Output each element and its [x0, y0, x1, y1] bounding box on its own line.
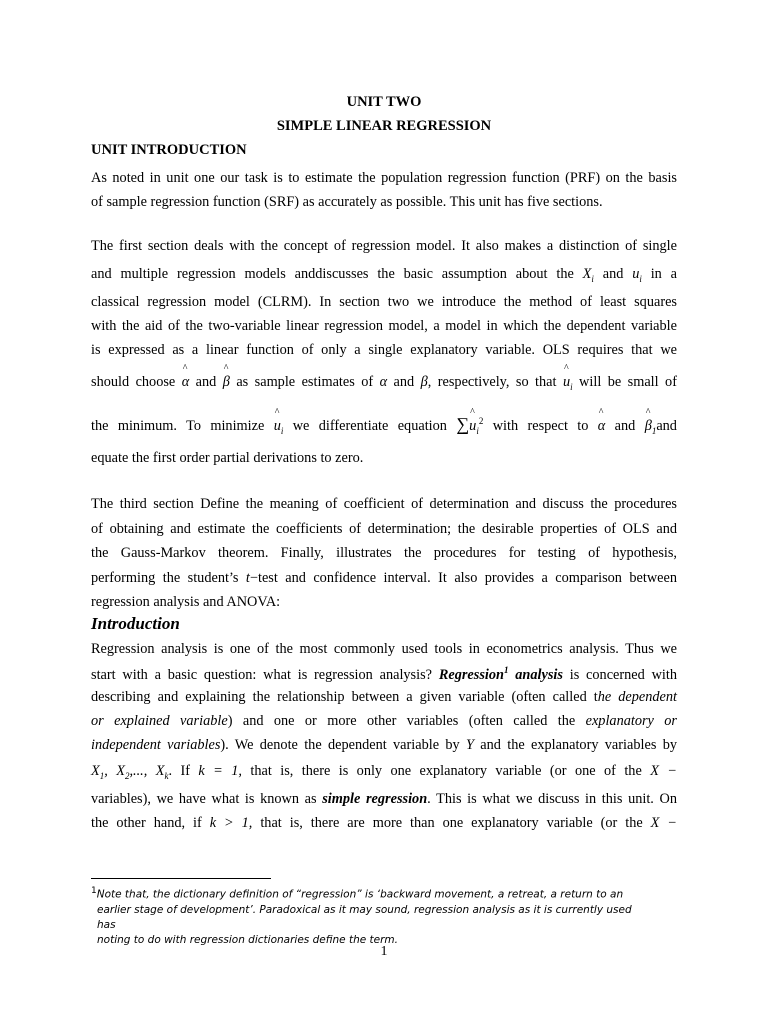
footnote-ref[interactable]: 1	[503, 665, 509, 675]
text-span: and	[393, 374, 415, 390]
text-span: should choose	[91, 374, 176, 390]
text-span: . If	[168, 763, 190, 779]
text-span: and	[614, 418, 636, 434]
text-span: and	[656, 418, 677, 434]
math-alpha: α	[379, 374, 388, 390]
text-line: the Gauss-Markov theorem. Finally, illustrates the procedures for testing of hypothesis,	[91, 545, 677, 561]
math-u-i: $u_i$	[632, 266, 642, 284]
text-line	[91, 815, 677, 839]
text-span: ). We denote the dependent variable by	[220, 737, 460, 753]
text-span: performing the student’s	[91, 569, 239, 586]
text-span: as sample estimates of	[236, 374, 374, 390]
math-x-list: $X_1$, $X_2$,..., $X_k$	[91, 763, 169, 781]
text-span: or explained variable	[91, 713, 228, 729]
simple-regression-term: simple regression	[322, 791, 428, 807]
text-span: that is, there are more than one explanatory variable (or the	[260, 815, 643, 831]
text-line: classical regression model (CLRM). In section two we introduce the method of least squares	[91, 294, 677, 310]
math-y: Y	[466, 737, 474, 753]
text-span: , respectively, so that	[427, 374, 557, 390]
text-line: equate the first order partial derivations to zero.	[91, 450, 364, 466]
text-line	[91, 665, 677, 689]
footnote-line	[91, 884, 651, 903]
math-sum-u-hat-squared: ∑^ $u_i^2$	[456, 418, 483, 434]
unit-subtitle: SIMPLE LINEAR REGRESSION	[276, 118, 492, 134]
text-span: variables), we have what is known as	[91, 791, 317, 807]
text-line: of sample regression function (SRF) as accurately as possible. This unit has five sections.	[91, 194, 603, 210]
footnote-divider	[91, 878, 271, 879]
math-beta-hat-1: ^ $\beta_1$	[645, 418, 657, 436]
text-line	[91, 689, 677, 713]
text-span: with respect to	[492, 418, 589, 434]
text-span: . This is what we discuss in this unit. On	[427, 791, 677, 807]
text-line: with the aid of the two-variable linear regression model, a model in which the dependent variable	[91, 318, 677, 334]
footnote-text: Note that, the dictionary definition of “regression” is ‘backward movement, a retreat, a return to an	[96, 888, 624, 901]
text-line	[91, 791, 677, 815]
math-beta-hat: ^ β	[223, 374, 230, 391]
text-span: independent variables	[91, 737, 221, 753]
text-line: The third section Define the meaning of coefficient of determination and discuss the procedures	[91, 496, 677, 512]
regression-term: Regression	[438, 666, 504, 683]
text-span: in a	[650, 266, 677, 282]
text-line	[91, 713, 677, 737]
text-span: and	[195, 374, 217, 390]
text-span: and multiple regression models anddiscusses the basic assumption about the	[91, 266, 574, 282]
text-line	[91, 374, 677, 414]
text-line	[91, 566, 677, 591]
text-span: that is, there is only one explanatory variable (or one of the	[250, 763, 642, 779]
footnote-line: earlier stage of development’. Paradoxical as it may sound, regression analysis as it is currently used has	[97, 903, 632, 931]
unit-title: UNIT TWO	[346, 94, 422, 110]
text-span: explanatory or	[585, 713, 677, 729]
text-span: ) and one or more other variables (often called the	[227, 713, 576, 729]
text-span: we differentiate equation	[292, 418, 447, 434]
text-span: he dependent	[597, 689, 677, 705]
footnote-line: noting to do with regression dictionaries define the term.	[97, 933, 398, 946]
paragraph-regression	[91, 641, 677, 839]
text-span: describing and explaining the relationship between a given variable (often called t	[91, 689, 598, 705]
math-alpha-hat: ^ α	[182, 374, 190, 391]
paragraph-sections	[91, 238, 677, 467]
text-span: −test and confidence interval. It also provides a comparison between	[249, 569, 677, 586]
math-x-i: $X_i$	[582, 266, 594, 284]
text-line	[91, 737, 677, 763]
introduction-heading: Introduction	[91, 614, 180, 633]
text-line: The first section deals with the concept of regression model. It also makes a distinction of single	[91, 238, 677, 254]
math-x-minus: X −	[650, 815, 677, 831]
paragraph-third-section	[91, 492, 677, 615]
text-span: analysis	[515, 666, 563, 683]
text-line	[91, 414, 677, 450]
text-span: is concerned with	[569, 666, 677, 683]
math-u-hat-i: ^ $u_i$	[274, 418, 284, 436]
text-span: will be small of	[579, 374, 677, 390]
text-line	[91, 763, 677, 791]
text-span: and	[602, 266, 624, 282]
page-number: 1	[380, 944, 388, 959]
text-span: the other hand, if	[91, 815, 202, 831]
math-t: t	[245, 569, 250, 586]
math-k-equals-1: k = 1,	[198, 763, 242, 779]
footnote	[91, 884, 651, 948]
math-k-greater-1: k > 1,	[209, 815, 253, 831]
paragraph-intro	[91, 166, 677, 214]
text-span: start with a basic question: what is regression analysis?	[91, 666, 433, 683]
text-line: of obtaining and estimate the coefficients of determination; the desirable properties of OLS and	[91, 520, 677, 537]
unit-introduction-heading: UNIT INTRODUCTION	[91, 142, 247, 158]
math-beta: β	[420, 374, 428, 390]
text-line: Regression analysis is one of the most commonly used tools in econometrics analysis. Thus we	[91, 641, 677, 657]
text-span: the minimum. To minimize	[91, 418, 265, 434]
text-line	[91, 266, 677, 294]
math-u-hat-i: ^ $u_i$	[563, 374, 573, 392]
math-alpha-hat: ^ α	[598, 418, 606, 435]
text-line: As noted in unit one our task is to estimate the population regression function (PRF) on the basis	[91, 170, 677, 186]
footnote-marker: 1	[91, 886, 97, 896]
math-x-minus: X −	[650, 763, 678, 779]
text-span: and the explanatory variables by	[480, 737, 677, 753]
text-line: regression analysis and ANOVA:	[91, 594, 281, 610]
text-line: is expressed as a linear function of only a single explanatory variable. OLS requires that we	[91, 342, 677, 358]
